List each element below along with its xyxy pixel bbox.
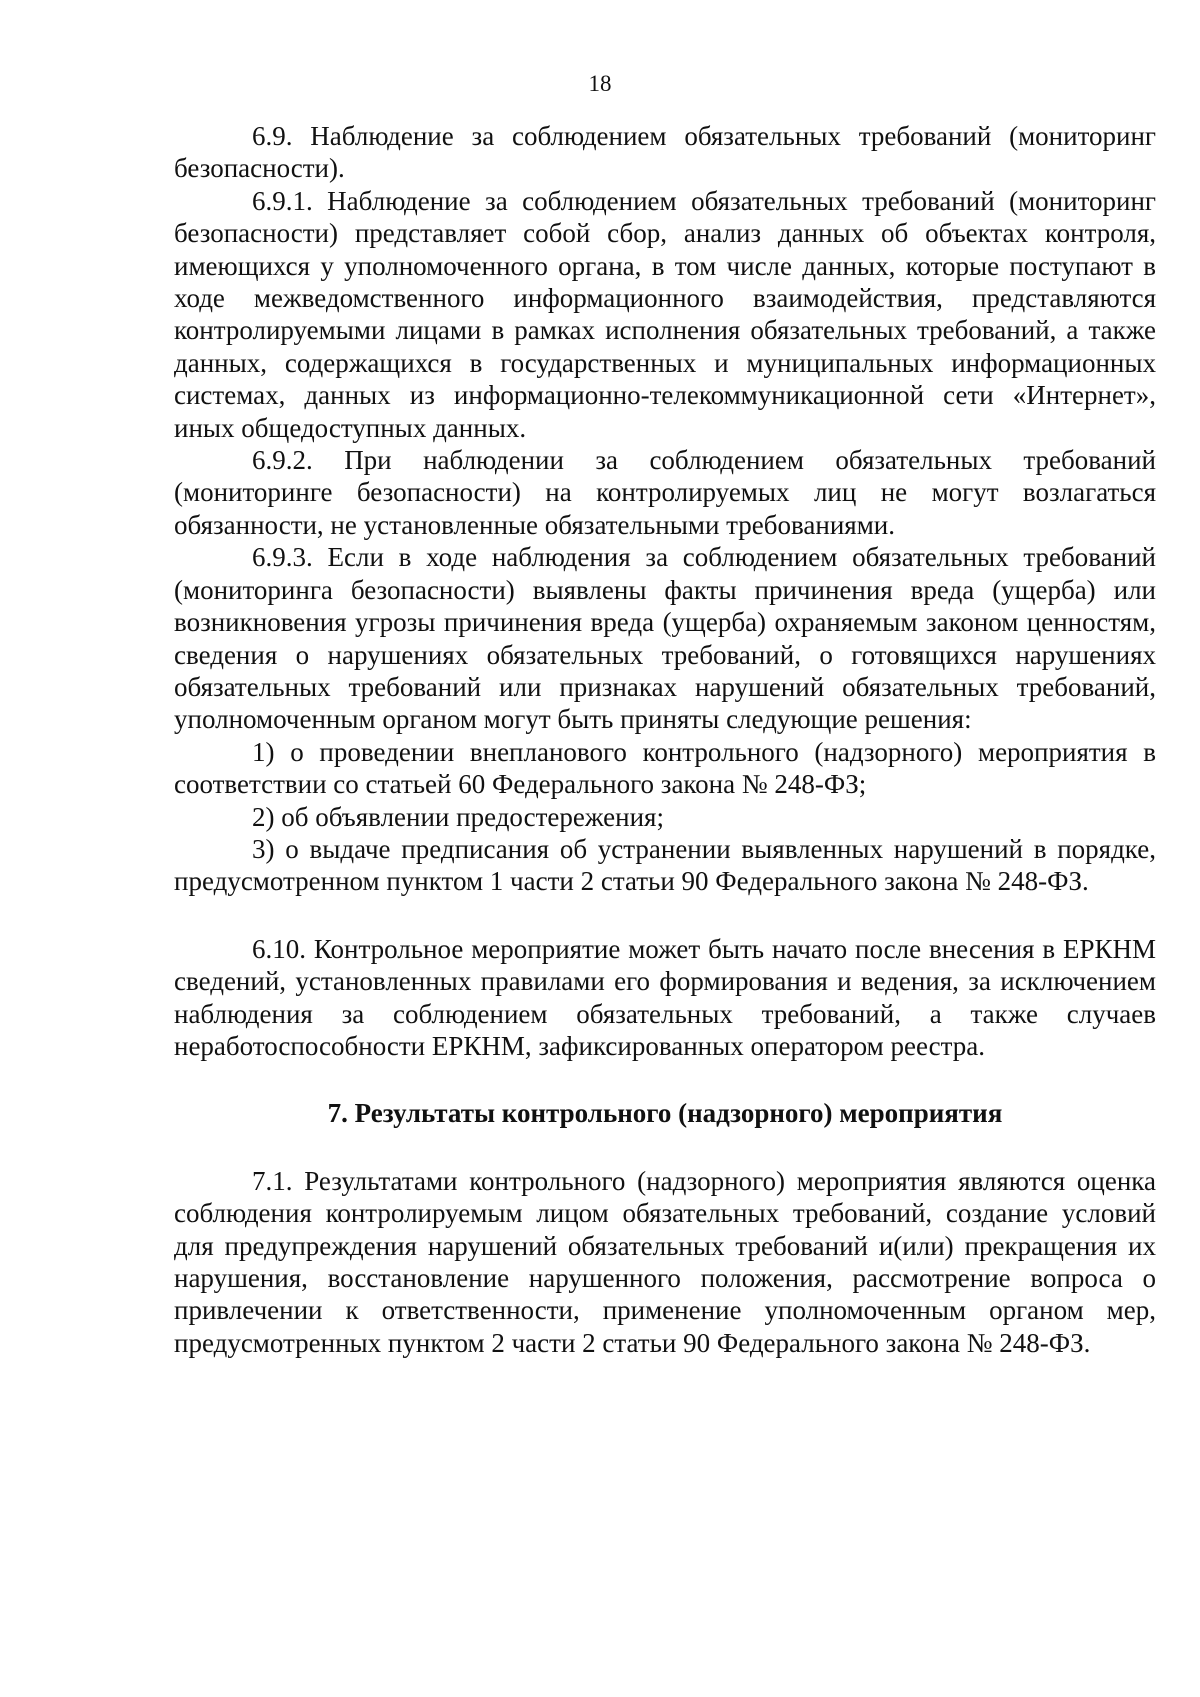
document-body [174, 120, 1156, 1359]
paragraph-7-1: 7.1. Результатами контрольного (надзорного) мероприятия являются оценка соблюдения контролируемым лицом обязательных требований, создание условий для предупреждения нарушений обязательных требований и(или) прекращения их нарушения, восстановление нарушенного положения, рассмотрение вопроса о привлечении к ответственности, применение уполномоченным органом мер, предусмотренных пунктом 2 части 2 статьи 90 Федерального закона № 248-ФЗ. [174, 1165, 1156, 1358]
paragraph-6-9-3: 6.9.3. Если в ходе наблюдения за соблюдением обязательных требований (мониторинга безопасности) выявлены факты причинения вреда (ущерба) или возникновения угрозы причинения вреда (ущерба) охраняемым законом ценностям, сведения о нарушениях обязательных требований, о готовящихся нарушениях обязательных требований или признаках нарушений обязательных требований, уполномоченным органом могут быть приняты следующие решения: [174, 542, 1156, 735]
page-number: 18 [588, 71, 612, 96]
paragraph-spacer [174, 1130, 1156, 1165]
list-item-2: 2) об объявлении предостережения; [252, 801, 664, 832]
section-heading: 7. Результаты контрольного (надзорного) мероприятия [327, 1098, 1003, 1129]
paragraph-spacer [174, 898, 1156, 933]
paragraph-6-9: 6.9. Наблюдение за соблюдением обязательных требований (мониторинг безопасности). [174, 121, 1156, 184]
list-item-1: 1) о проведении внепланового контрольного (надзорного) мероприятия в соответствии со статьей 60 Федерального закона № 248-ФЗ; [174, 736, 1156, 800]
paragraph-6-9-2: 6.9.2. При наблюдении за соблюдением обязательных требований (мониторинге безопасности) на контролируемых лиц не могут возлагаться обязанности, не установленные обязательными требованиями. [174, 445, 1156, 540]
list-item-3: 3) о выдаче предписания об устранении выявленных нарушений в порядке, предусмотренном пунктом 1 части 2 статьи 90 Федерального закона № 248-ФЗ. [174, 833, 1156, 897]
paragraph-6-9-1: 6.9.1. Наблюдение за соблюдением обязательных требований (мониторинг безопасности) представляет собой сбор, анализ данных об объектах контроля, имеющихся у уполномоченного органа, в том числе данных, которые поступают в ходе межведомственного информационного взаимодействия, представляются контролируемыми лицами в рамках исполнения обязательных требований, а также данных, содержащихся в государственных и муниципальных информационных системах, данных из информационно-телекоммуникационной сети «Интернет», иных общедоступных данных. [174, 185, 1156, 443]
paragraph-spacer [174, 1062, 1156, 1097]
paragraph-6-10: 6.10. Контрольное мероприятие может быть начато после внесения в ЕРКНМ сведений, установленных правилами его формирования и ведения, за исключением наблюдения за соблюдением обязательных требований, а также случаев неработоспособности ЕРКНМ, зафиксированных оператором реестра. [174, 933, 1156, 1061]
